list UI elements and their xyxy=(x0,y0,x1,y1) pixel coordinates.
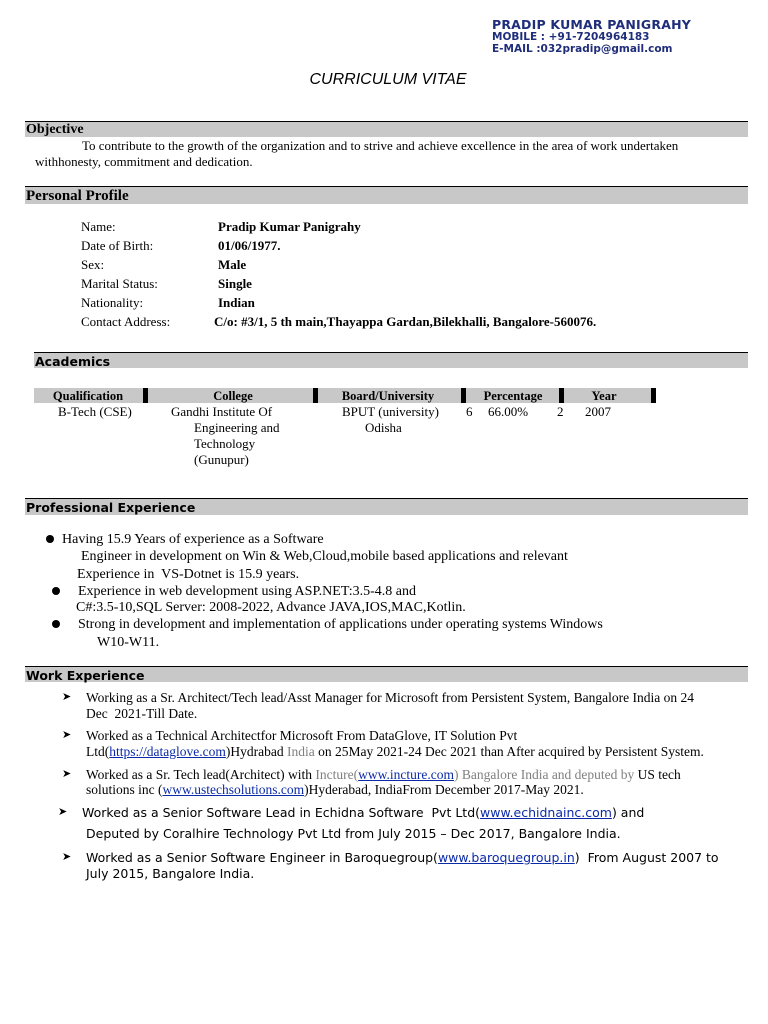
cell-qualification: B-Tech (CSE) xyxy=(58,404,132,419)
prof-bullet3-line2: W10-W11. xyxy=(97,635,160,650)
document-title: CURRICULUM VITAE xyxy=(309,71,467,88)
work-item5-text: Worked as a Senior Software Engineer in Baroquegroup( xyxy=(86,850,438,865)
baroquegroup-link[interactable]: www.baroquegroup.in xyxy=(437,850,575,865)
prof-bullet1-line1: Having 15.9 Years of experience as a Software xyxy=(62,532,324,547)
nationality-label: Nationality: xyxy=(81,295,144,310)
cell-percentage-prefix: 6 xyxy=(466,404,473,419)
col-college: College xyxy=(213,389,253,403)
work-item4-line2: Deputed by Coralhire Technology Pvt Ltd from July 2015 – Dec 2017, Bangalore India. xyxy=(86,826,621,841)
academics-table-header xyxy=(34,388,656,403)
prof-bullet1-line2: Engineer in development on Win & Web,Cloud,mobile based applications and relevant xyxy=(81,549,568,564)
cell-college-line3: Technology xyxy=(194,436,256,451)
cell-year: 2007 xyxy=(585,404,611,419)
work-item3-text: Worked as a Sr. Tech lead(Architect) with xyxy=(86,767,316,782)
cell-year-prefix: 2 xyxy=(557,404,564,419)
academics-heading: Academics xyxy=(35,354,111,369)
work-item4-line1 xyxy=(82,805,644,821)
work-item5-line1 xyxy=(86,850,719,866)
mobile-number: MOBILE : +91-7204964183 xyxy=(492,31,650,43)
col-percentage: Percentage xyxy=(483,389,543,403)
sex-label: Sex: xyxy=(81,257,105,272)
professional-experience-heading: Professional Experience xyxy=(26,500,196,515)
sex-value: Male xyxy=(218,257,247,272)
nationality-value: Indian xyxy=(218,295,255,310)
bullet-icon xyxy=(52,620,60,628)
work-item3-text: Incture( xyxy=(315,767,359,782)
work-item3-text: )Hyderabad, IndiaFrom December 2017-May 2021. xyxy=(304,782,584,797)
echidnainc-link[interactable]: www.echidnainc.com xyxy=(480,805,612,820)
incture-link[interactable]: www.incture.com xyxy=(358,767,454,782)
objective-text-line1: To contribute to the growth of the organization and to strive and achieve excellence in the area of work undertaken xyxy=(82,138,679,153)
prof-bullet2-line2: C#:3.5-10,SQL Server: 2008-2022, Advance JAVA,IOS,MAC,Kotlin. xyxy=(76,600,466,615)
work-item2-text: on 25May 2021-24 Dec 2021 than After acquired by Persistent System. xyxy=(314,744,704,759)
work-item5-line2: July 2015, Bangalore India. xyxy=(86,866,255,881)
dob-label: Date of Birth: xyxy=(81,238,154,253)
contact-address-value: C/o: #3/1, 5 th main,Thayappa Gardan,Bilekhalli, Bangalore-560076. xyxy=(214,314,597,329)
personal-profile-heading-bar xyxy=(25,186,748,204)
name-value: Pradip Kumar Panigrahy xyxy=(218,219,361,234)
work-experience-heading: Work Experience xyxy=(26,668,145,683)
col-board-university: Board/University xyxy=(341,389,435,403)
work-item1-line1: Working as a Sr. Architect/Tech lead/Asst Manager for Microsoft from Persistent System, Bangalore India on 24 xyxy=(86,690,694,705)
work-item2-text: India xyxy=(286,744,315,759)
objective-heading-bar xyxy=(25,121,748,137)
name-label: Name: xyxy=(81,219,116,234)
prof-bullet1-line3: Experience in VS-Dotnet is 15.9 years. xyxy=(77,567,300,582)
work-item4-text: Worked as a Senior Software Lead in Echidna Software Pvt Ltd( xyxy=(82,805,481,820)
cell-college-line2: Engineering and xyxy=(194,420,280,435)
arrow-bullet-icon: ➤ xyxy=(62,850,72,863)
marital-status-label: Marital Status: xyxy=(81,276,158,291)
col-qualification: Qualification xyxy=(52,389,124,403)
arrow-bullet-icon: ➤ xyxy=(62,767,72,780)
work-item5-text: ) From August 2007 to xyxy=(574,850,719,865)
arrow-bullet-icon: ➤ xyxy=(62,728,72,741)
work-item3-text: US tech xyxy=(634,767,681,782)
email-address: E-MAIL :032pradip@gmail.com xyxy=(492,43,673,55)
arrow-bullet-icon: ➤ xyxy=(58,805,68,818)
cell-percentage: 66.00% xyxy=(488,404,529,419)
cell-board-line2: Odisha xyxy=(365,420,402,435)
cell-college-line4: (Gunupur) xyxy=(194,452,249,467)
candidate-name-header: PRADIP KUMAR PANIGRAHY xyxy=(492,17,691,32)
contact-address-label: Contact Address: xyxy=(81,314,171,329)
work-item3-text: ) Bangalore India and deputed by xyxy=(453,767,635,782)
work-item2-text: Ltd( xyxy=(86,744,110,759)
work-item1-line2: Dec 2021-Till Date. xyxy=(86,706,198,721)
bullet-icon xyxy=(52,587,60,595)
bullet-icon xyxy=(46,535,54,543)
objective-heading: Objective xyxy=(26,122,84,137)
column-separator xyxy=(651,388,656,403)
dob-value: 01/06/1977. xyxy=(218,238,281,253)
arrow-bullet-icon: ➤ xyxy=(62,690,72,703)
dataglove-link[interactable]: https://dataglove.com xyxy=(109,744,226,759)
work-item3-line1 xyxy=(86,767,681,783)
ustechsolutions-link[interactable]: www.ustechsolutions.com xyxy=(162,782,305,797)
work-experience-heading-bar xyxy=(25,666,748,682)
marital-status-value: Single xyxy=(218,276,252,291)
work-item2-line1: Worked as a Technical Architectfor Microsoft From DataGlove, IT Solution Pvt xyxy=(86,728,518,743)
work-item3-text: solutions inc ( xyxy=(86,782,163,797)
cell-college-line1: Gandhi Institute Of xyxy=(171,404,273,419)
work-item2-text: )Hydrabad xyxy=(225,744,287,759)
personal-profile-heading: Personal Profile xyxy=(26,188,129,204)
professional-experience-heading-bar xyxy=(25,498,748,515)
prof-bullet3-line1: Strong in development and implementation of applications under operating systems Windows xyxy=(78,617,603,632)
work-item2-line2 xyxy=(86,744,704,760)
academics-heading-bar xyxy=(34,352,748,368)
prof-bullet2-line1: Experience in web development using ASP.NET:3.5-4.8 and xyxy=(78,584,416,599)
cell-board-line1: BPUT (university) xyxy=(342,404,439,419)
work-item4-text: ) and xyxy=(611,805,645,820)
objective-text-line2: withhonesty, commitment and dedication. xyxy=(35,154,253,169)
work-item3-line2 xyxy=(86,782,584,798)
col-year: Year xyxy=(591,389,617,403)
